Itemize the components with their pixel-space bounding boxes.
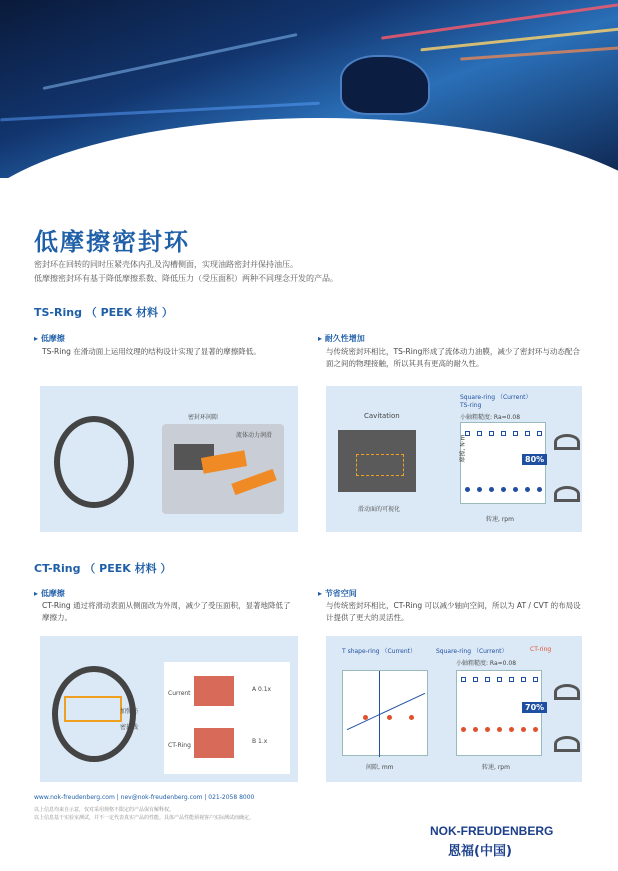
logo-en: NOK-FREUDENBERG <box>430 824 554 838</box>
ct-left-text: CT-Ring 通过将滑动表面从侧面改为外周，减少了受压面积，显著地降低了摩擦力。 <box>42 601 291 622</box>
ct-crosssection-diagram <box>164 662 290 774</box>
ct-label-a: A 0.1x <box>252 686 272 693</box>
ct-label-b: B 1.x <box>252 738 268 745</box>
footnote-1: 以上信息均来自示意，仅对采用规格不限定的产品保有解释权。 <box>34 807 175 813</box>
ct-legend-square: Square-ring （Current） <box>436 648 508 655</box>
ts-right-text: 与传统密封环相比，TS-Ring形成了流体动力油膜，减少了密封环与动态配合面之间的物理接触，所以其具有更高的耐久性。 <box>326 347 580 368</box>
ct-friction-plot <box>456 670 542 756</box>
ts-left-title: ▸ 低摩擦 <box>34 333 65 344</box>
ts-ring-icon-bottom <box>554 486 580 502</box>
ct-label-ct: CT-Ring <box>168 742 191 749</box>
ct-legend-t: T shape-ring （Current） <box>342 648 417 655</box>
ts-legend-ts: TS-ring <box>460 402 482 409</box>
ts-y-label: 摩擦, N·m <box>459 434 467 463</box>
ts-legend-square: Square-ring （Current） <box>460 394 532 401</box>
ct-badge: 70% <box>522 702 547 713</box>
ct-ring-icon-bottom <box>554 736 580 752</box>
ts-roughness: 小轴粗糙度: Ra=0.08 <box>460 414 521 421</box>
ts-label-seal-gap: 密封环间隙 <box>188 414 219 421</box>
ct-gap-plot <box>342 670 428 756</box>
logo-cn: 恩福(中国) <box>448 844 512 859</box>
ts-left-panel <box>40 386 298 532</box>
ts-visible-label: 滑动面的可视化 <box>358 506 401 513</box>
ct-legend-ct: CT-ring <box>530 646 552 653</box>
footnote-2: 以上信息基于实验室测试，并不一定代表真实产品的性能。具体产品性能须视客户实际测试而确定。 <box>34 815 255 821</box>
intro-line-2: 低摩擦密封环有基于降低摩擦系数、降低压力（受压面积）两种不同理念开发的产品。 <box>34 274 338 283</box>
ct-left-panel <box>40 636 298 782</box>
ct-ring-icon-top <box>554 684 580 700</box>
intro-line-1: 密封环在回转的同时压紧壳体内孔及沟槽侧面，实现油路密封并保持油压。 <box>34 260 298 269</box>
ct-right-title: ▸ 节省空间 <box>318 588 357 599</box>
ct-right-panel <box>326 636 582 782</box>
ts-ring-icon-top <box>554 434 580 450</box>
car-mirror <box>340 55 430 115</box>
ct-label-pressure: 加强筋 <box>120 708 139 715</box>
ts-x-label: 转速, rpm <box>486 516 514 523</box>
ts-badge: 80% <box>522 454 547 465</box>
ct-label-seal: 密封线 <box>120 724 139 731</box>
ct-ring-section-title: CT-Ring （ PEEK 材料 ） <box>34 562 172 575</box>
hero-image <box>0 0 618 178</box>
ct-left-title: ▸ 低摩擦 <box>34 588 65 599</box>
ts-left-text: TS-Ring 在滑动面上运用纹理的结构设计实现了显著的摩擦降低。 <box>42 347 261 356</box>
ts-cavitation-image <box>338 430 416 492</box>
intro-text <box>34 258 584 286</box>
ts-ring-image <box>54 416 134 508</box>
ts-cavitation-label: Cavitation <box>364 412 400 420</box>
page-title: 低摩擦密封环 <box>34 228 190 256</box>
footer-contact[interactable]: www.nok-freudenberg.com | nev@nok-freudenberg.com | 021-2058 8000 <box>34 794 255 801</box>
ts-label-film: 流体动力润滑 <box>236 432 273 439</box>
ct-roughness: 小轴粗糙度: Ra=0.08 <box>456 660 517 667</box>
ts-right-title: ▸ 耐久性增加 <box>318 333 365 344</box>
ts-right-panel <box>326 386 582 532</box>
ct-right-text: 与传统密封环相比，CT-Ring 可以减少轴向空间，所以为 AT / CVT 的布局设计提供了更大的灵活性。 <box>326 601 581 622</box>
ct-x-label-left: 间隙, mm <box>366 764 394 771</box>
ct-x-label-right: 转速, rpm <box>482 764 510 771</box>
ts-ring-section-title: TS-Ring （ PEEK 材料 ） <box>34 306 173 319</box>
ct-label-current: Current <box>168 690 191 697</box>
ct-ring-highlight <box>64 696 122 722</box>
